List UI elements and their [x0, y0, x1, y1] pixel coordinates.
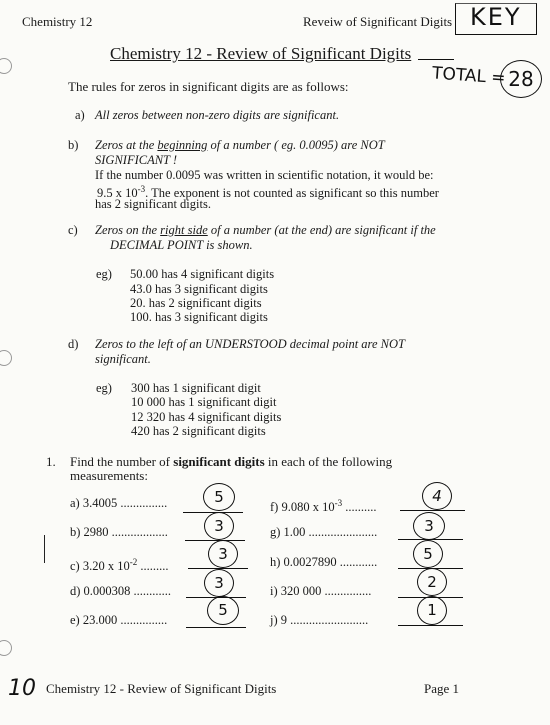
header-left: Chemistry 12: [22, 14, 93, 29]
footer-right: Page 1: [424, 681, 460, 696]
item-label-exp: -2: [129, 557, 138, 567]
rule-c-underlined: right side: [160, 223, 208, 237]
question-line1-pre: Find the number of: [70, 454, 174, 469]
answer-value: 4: [432, 487, 442, 505]
hole-punch: [0, 350, 12, 366]
answer-circle: [413, 512, 445, 540]
rule-d-example: 300 has 1 significant digit: [131, 381, 261, 395]
rule-c-example: 43.0 has 3 significant digits: [130, 282, 268, 296]
item-label-base: c) 3.20 x 10: [70, 559, 130, 574]
answer-circle: [204, 512, 234, 540]
rule-b-sci-exp: -3: [137, 184, 146, 194]
answer-value: 5: [218, 601, 228, 619]
question-line1-post: in each of the following: [264, 454, 393, 469]
item-label: d) 0.000308 ............: [70, 584, 172, 598]
answer-value: 3: [214, 517, 224, 535]
rule-c-line1-post: of a number (at the end) are significant if the: [207, 223, 436, 237]
item-label: a) 3.4005 ...............: [70, 496, 168, 510]
rule-d-example: 12 320 has 4 significant digits: [131, 410, 282, 424]
key-label: KEY: [470, 3, 522, 31]
rule-c-example: 100. has 3 significant digits: [130, 310, 268, 324]
item-label: e) 23.000 ...............: [70, 613, 168, 627]
total-circle: [500, 60, 542, 98]
item-label: j) 9 .........................: [270, 613, 369, 627]
item-label-base: f) 9.080 x 10: [270, 500, 335, 515]
footer-score: 10: [8, 676, 36, 701]
answer-value: 5: [214, 488, 224, 506]
rule-d-example: 420 has 2 significant digits: [131, 424, 266, 438]
footer-left: Chemistry 12 - Review of Significant Digits: [46, 681, 277, 696]
title-extension-line: [418, 59, 454, 60]
answer-value: 2: [427, 573, 437, 591]
rule-b-line1: [95, 138, 385, 153]
answer-circle: [207, 596, 239, 625]
item-label: [70, 555, 168, 574]
question-bold: significant digits: [173, 454, 265, 469]
answer-circle: [203, 483, 235, 511]
rule-c-eg: eg): [96, 267, 112, 281]
rule-b-underlined: beginning: [157, 138, 208, 152]
hole-punch: [0, 58, 12, 74]
rule-c-example: 20. has 2 significant digits: [130, 296, 262, 310]
answer-circle: [422, 482, 452, 510]
rule-d-line1: Zeros to the left of an UNDERSTOOD decimal point are NOT: [95, 337, 405, 351]
total-value: 28: [508, 67, 534, 91]
rule-b-line4-post: . The exponent is not counted as significant so this number: [145, 186, 439, 201]
hole-punch: [0, 640, 12, 656]
rule-b-line2: SIGNIFICANT !: [95, 153, 178, 167]
item-label-exp: -3: [334, 498, 343, 508]
answer-circle: [204, 569, 234, 597]
rule-c-example: 50.00 has 4 significant digits: [130, 267, 275, 281]
answer-value: 3: [424, 517, 434, 535]
rule-c-letter: c): [68, 223, 78, 237]
question-line2: measurements:: [70, 468, 148, 483]
item-label: [270, 496, 376, 515]
rule-d-letter: d): [68, 337, 79, 351]
answer-circle: [417, 596, 447, 625]
rule-b-line5: has 2 significant digits.: [95, 197, 211, 211]
item-label-dots: .........: [137, 559, 169, 574]
rule-b-line1-post: of a number ( eg. 0.0095) are NOT: [207, 138, 385, 152]
rule-d-eg: eg): [96, 381, 112, 395]
header-right: Reveiw of Significant Digits: [303, 14, 453, 29]
page-title: Chemistry 12 - Review of Significant Digits: [110, 44, 412, 63]
answer-value: 1: [427, 601, 437, 619]
total-label: TOTAL =: [431, 63, 507, 89]
rule-c-line2: DECIMAL POINT is shown.: [110, 238, 253, 252]
rule-b-line3: If the number 0.0095 was written in scientific notation, it would be:: [95, 168, 434, 182]
item-label: i) 320 000 ...............: [270, 584, 372, 598]
rule-d-example: 10 000 has 1 significant digit: [131, 395, 277, 409]
item-label: b) 2980 ..................: [70, 525, 168, 539]
rule-a-text: All zeros between non-zero digits are significant.: [95, 108, 340, 122]
answer-circle: [413, 540, 443, 568]
item-label: h) 0.0027890 ............: [270, 555, 378, 569]
rule-d-line2: significant.: [95, 352, 151, 366]
answer-line: [186, 627, 246, 628]
question-number: 1.: [46, 454, 56, 469]
answer-value: 5: [423, 545, 433, 563]
answer-circle: [417, 568, 447, 596]
question-line1: [70, 454, 392, 469]
answer-value: 3: [214, 574, 224, 592]
rule-c-line1-pre: Zeros on the: [95, 223, 161, 237]
answer-circle: [208, 540, 238, 568]
rule-b-letter: b): [68, 138, 79, 152]
rule-c-line1: [95, 223, 436, 238]
item-label-dots: ..........: [342, 500, 377, 515]
pen-mark: [44, 535, 45, 563]
intro-text: The rules for zeros in significant digits are as follows:: [68, 79, 349, 94]
rule-b-line1-pre: Zeros at the: [95, 138, 158, 152]
rule-a-letter: a): [75, 108, 85, 122]
item-label: g) 1.00 ......................: [270, 525, 378, 539]
answer-line: [398, 625, 463, 626]
answer-line: [400, 510, 465, 511]
answer-value: 3: [218, 545, 228, 563]
rule-b-sci-base: 9.5 x 10: [97, 186, 138, 201]
